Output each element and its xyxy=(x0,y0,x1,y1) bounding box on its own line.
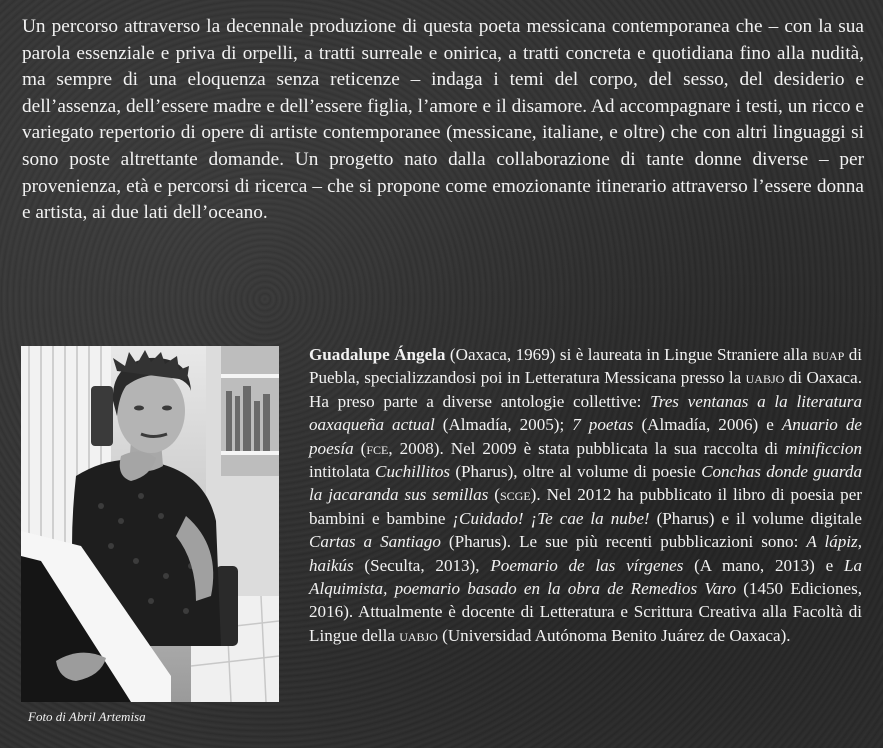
work-title: ¡Cuidado! ¡Te cae la nube! xyxy=(452,508,650,528)
bio-text: (Universidad Autónoma Benito Juárez de Oaxaca). xyxy=(437,625,791,645)
bio-text: (Pharus) e il volume digitale xyxy=(649,508,862,528)
bio-text: ). Nel 2012 ha pubblicato il libro di poesia per bambini e bambine xyxy=(309,485,862,528)
bio-text: (Pharus), oltre al volume di poesie xyxy=(450,462,702,482)
work-title: Cartas a Santiago xyxy=(309,532,441,552)
institution-abbr: uabjo xyxy=(399,625,438,645)
bio-text: (1450 Ediciones, 2016). Attualmente è docente di Letteratura e Scrittura Creativa alla Facoltà di Lingue della xyxy=(309,579,863,645)
institution-abbr: buap xyxy=(812,345,845,364)
work-title: Poemario de las vírgenes xyxy=(490,555,684,575)
bio-text: (Almadía, 2006) e xyxy=(633,415,782,435)
bio-text: (Almadía, 2005); xyxy=(434,415,573,435)
work-title: Tres ventanas a la literatura oaxaqueña actual xyxy=(309,391,862,435)
work-title: Anuario de poesía xyxy=(309,415,862,458)
author-photo xyxy=(21,346,279,702)
institution-abbr: scge xyxy=(499,485,531,505)
bio-text: intitolata xyxy=(309,462,376,482)
author-portrait-illustration xyxy=(21,346,279,702)
author-bio xyxy=(309,343,862,647)
intro-paragraph: Un percorso attraverso la decennale produzione di questa poeta messicana contemporanea che – con la sua parola essenziale e priva di orpelli, a tratti surreale e onirica, a tratti concreta e quotidiana fino alla nudità, ma sempre di una eloquenza senza reticenze – indaga i temi del corpo, del sesso, del desiderio e dell’assenza, dell’essere madre e dell’essere figlia, l’amore e il disamore. Ad accompagnare i testi, un ricco e variegato repertorio di opere di artiste contemporanee (messicane, italiane, e oltre) che con altri linguaggi si sono poste altrettante domande. Un progetto nato dalla collaborazione di tante donne diverse – per provenienza, età e percorsi di ricerca – che si propone come emozionante itinerario attraverso l’essere donna e artista, ai due lati dell’oceano. xyxy=(22,16,864,224)
bio-text: , 2008). Nel 2009 è stata pubblicata la sua raccolta di xyxy=(388,438,786,458)
work-title: La Alquimista, poemario basado en la obra de Remedios Varo xyxy=(309,555,862,599)
bio-text: (Oaxaca, 1969) si è laureata in Lingue Straniere alla xyxy=(445,345,813,364)
bio-text: di Puebla, specializzandosi poi in Letteratura Messicana presso la xyxy=(309,345,862,388)
work-title: minificcion xyxy=(785,438,862,458)
author-name: Guadalupe Ángela xyxy=(309,345,446,364)
institution-abbr: uabjo xyxy=(745,368,785,388)
work-title: Cuchillitos xyxy=(375,462,451,482)
work-title: A lápiz, haikús xyxy=(309,532,862,575)
bio-text: (Seculta, 2013), xyxy=(353,555,491,575)
work-title: 7 poetas xyxy=(572,415,634,435)
bio-text: di Oaxaca. Ha preso parte a diverse antologie collettive: xyxy=(309,368,863,411)
photo-caption: Foto di Abril Artemisa xyxy=(28,709,146,724)
bio-text: ( xyxy=(488,485,500,505)
bio-text: (A mano, 2013) e xyxy=(683,555,844,575)
institution-abbr: fce xyxy=(366,438,389,458)
bio-text: ( xyxy=(353,438,367,458)
work-title: Conchas donde guarda la jacaranda sus semillas xyxy=(309,462,862,505)
bio-text: (Pharus). Le sue più recenti pubblicazioni sono: xyxy=(440,532,807,552)
